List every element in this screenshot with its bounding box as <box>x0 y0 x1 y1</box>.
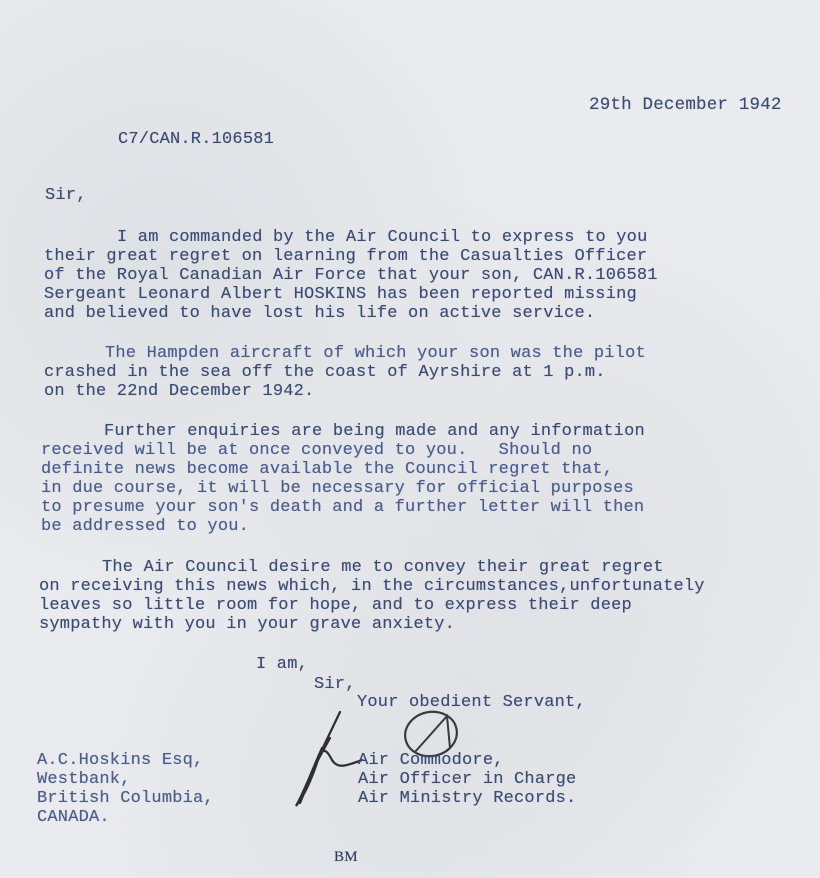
closing-line: Sir, <box>314 675 356 694</box>
paragraph-line: on the 22nd December 1942. <box>44 382 315 401</box>
paragraph-line: and believed to have lost his life on active service. <box>44 304 596 323</box>
paragraph-line: to presume your son's death and a further letter will then <box>41 498 645 517</box>
typist-initials: BM <box>334 849 358 865</box>
paragraph-line: their great regret on learning from the Casualties Officer <box>44 247 648 266</box>
paragraph-line: sympathy with you in your grave anxiety. <box>39 615 456 634</box>
closing-line: Your obedient Servant, <box>357 693 586 712</box>
recipient-country: CANADA. <box>37 808 110 827</box>
signatory-rank: Air Commodore, <box>358 751 504 770</box>
paragraph-line: of the Royal Canadian Air Force that your son, CAN.R.106581 <box>44 266 658 285</box>
paragraph-line: I am commanded by the Air Council to express to you <box>117 228 648 247</box>
recipient-town: Westbank, <box>37 770 131 789</box>
reference-number: C7/CAN.R.106581 <box>118 130 275 149</box>
signatory-title: Air Officer in Charge <box>358 770 577 789</box>
recipient-name: A.C.Hoskins Esq, <box>37 751 204 770</box>
paragraph-line: received will be at once conveyed to you. Should no <box>41 441 593 460</box>
signatory-office: Air Ministry Records. <box>358 789 577 808</box>
recipient-province: British Columbia, <box>37 789 214 808</box>
paragraph-line: be addressed to you. <box>41 517 250 536</box>
closing-line: I am, <box>256 655 309 674</box>
paragraph-line: on receiving this news which, in the circumstances,unfortunately <box>39 577 705 596</box>
paragraph-line: Further enquiries are being made and any information <box>104 422 645 441</box>
paragraph-line: crashed in the sea off the coast of Ayrshire at 1 p.m. <box>44 363 606 382</box>
letter-date: 29th December 1942 <box>589 95 782 115</box>
salutation: Sir, <box>45 186 87 205</box>
paragraph-line: definite news become available the Council regret that, <box>41 460 614 479</box>
paragraph-line: in due course, it will be necessary for official purposes <box>41 479 634 498</box>
paragraph-line: leaves so little room for hope, and to express their deep <box>39 596 632 615</box>
paragraph-line: The Hampden aircraft of which your son was the pilot <box>105 344 646 363</box>
paragraph-line: Sergeant Leonard Albert HOSKINS has been reported missing <box>44 285 637 304</box>
paragraph-line: The Air Council desire me to convey their great regret <box>102 558 664 577</box>
